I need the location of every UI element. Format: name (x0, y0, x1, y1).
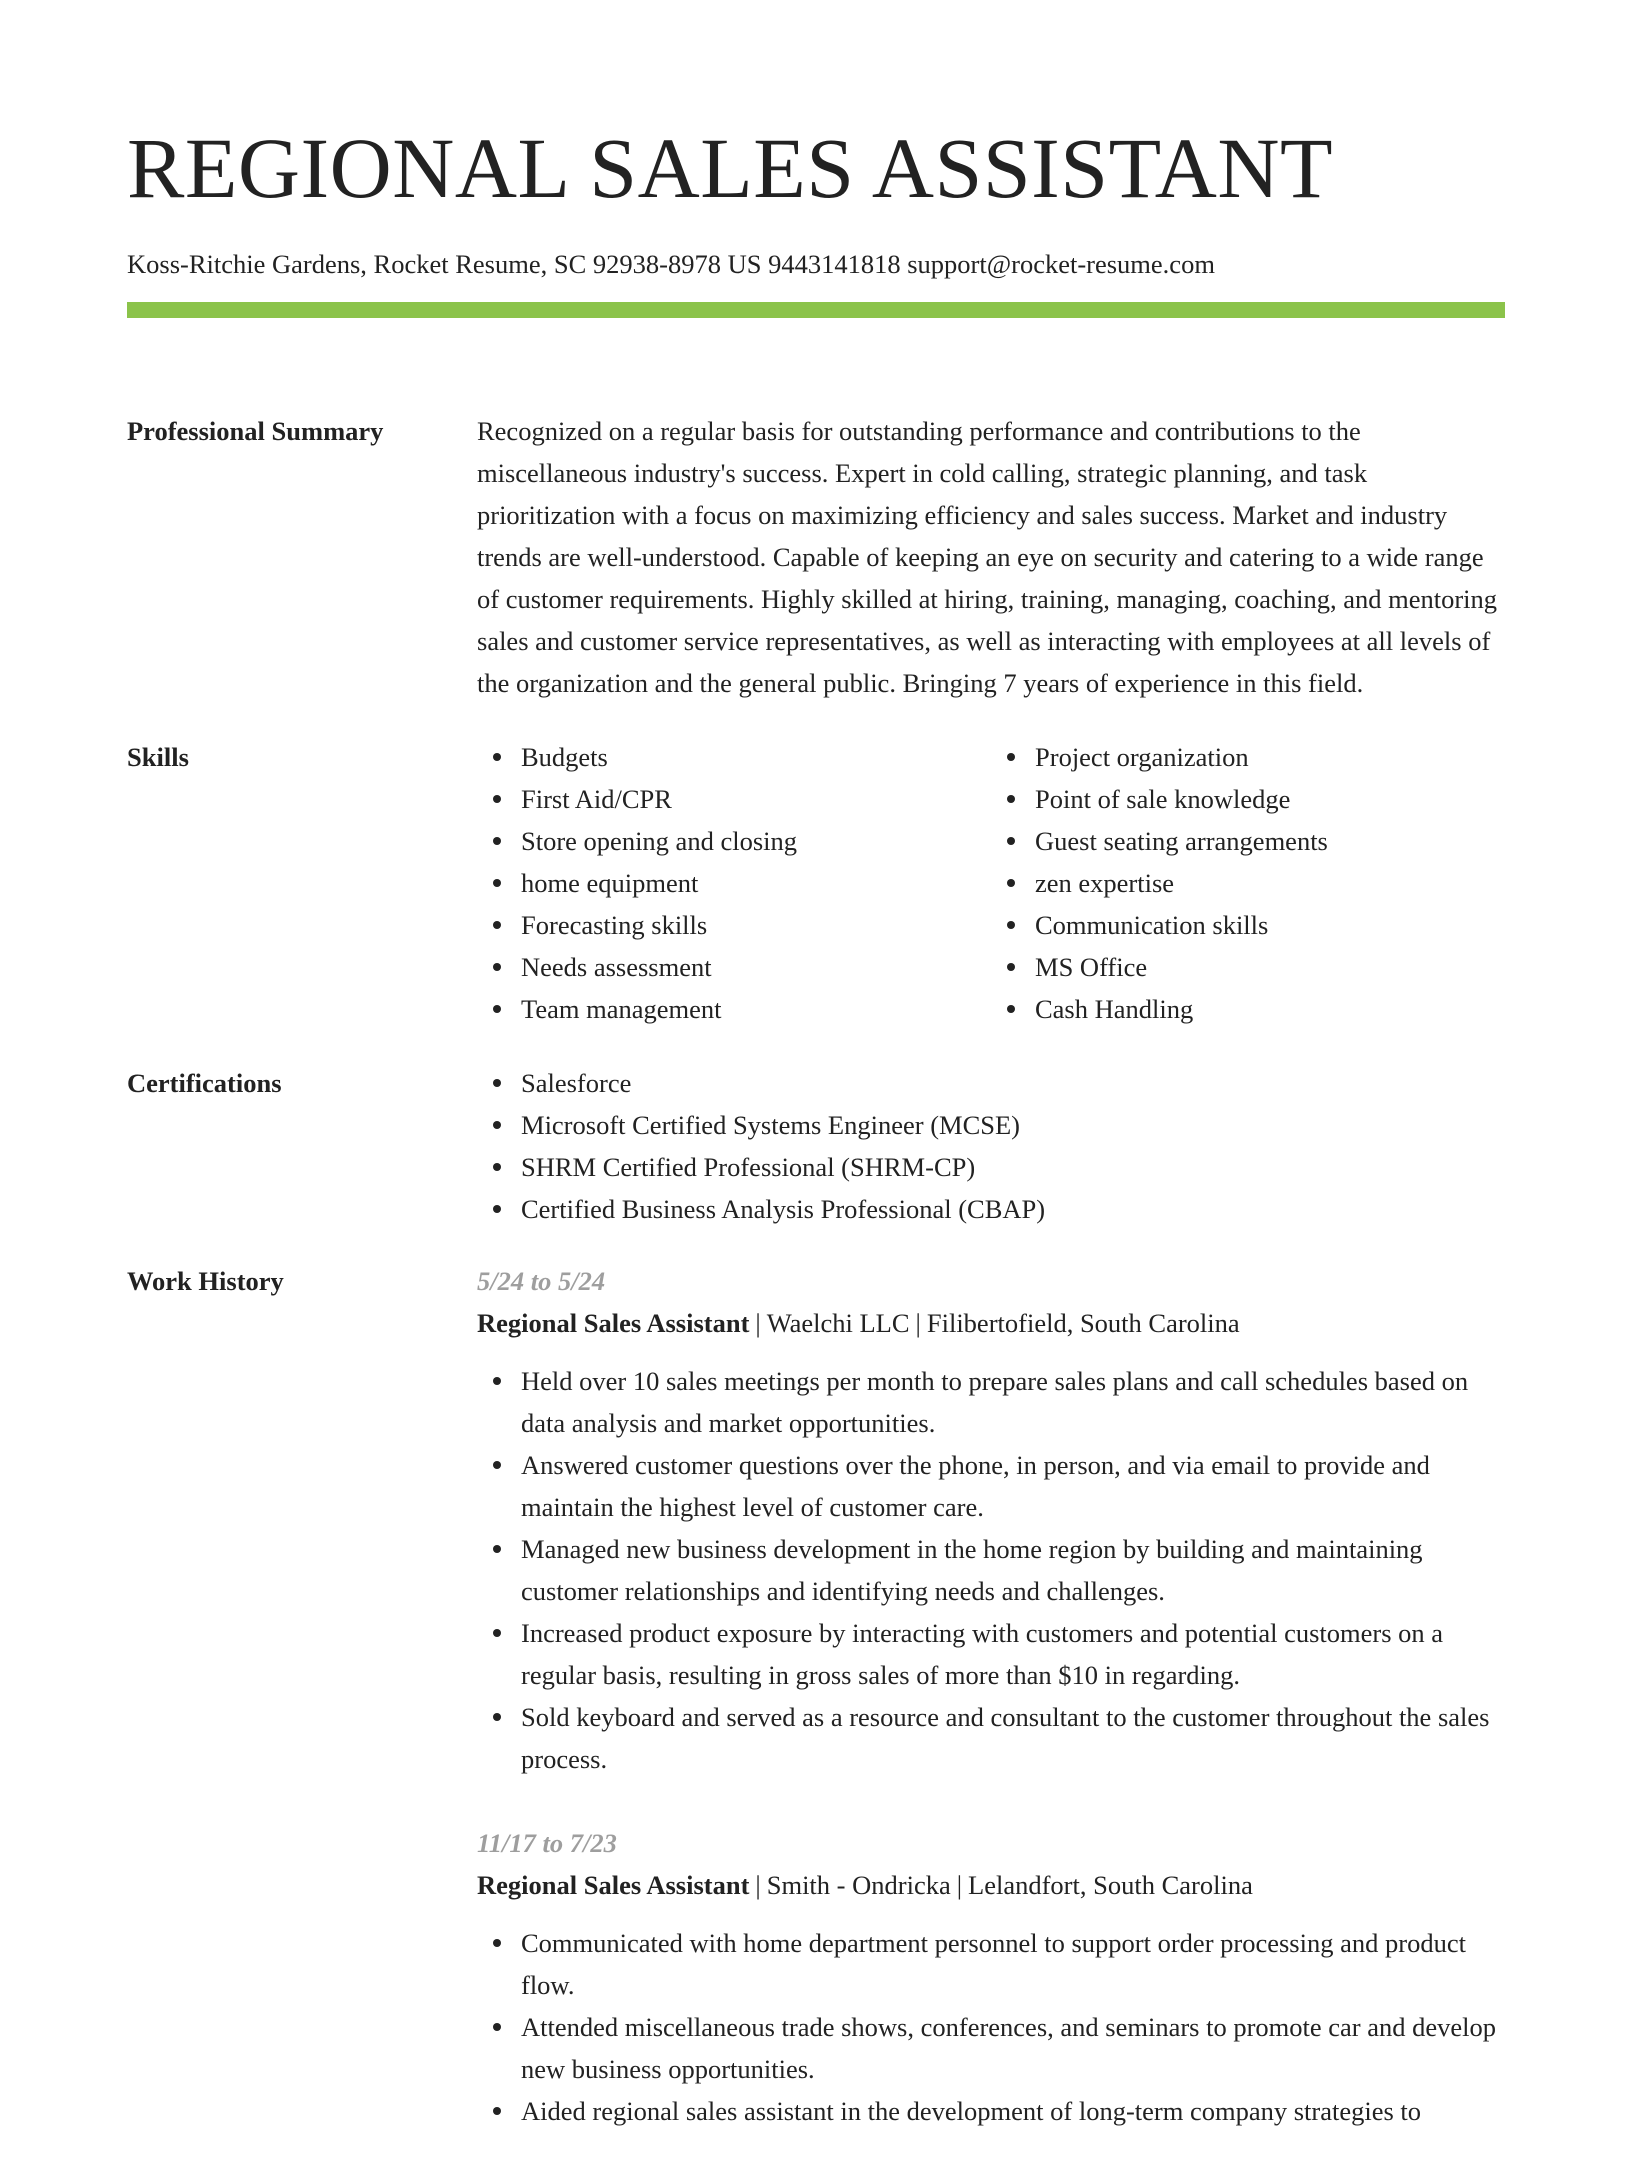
job-entry (477, 1260, 1505, 1780)
certification-item: SHRM Certified Professional (SHRM-CP) (521, 1146, 1505, 1188)
section-title-summary: Professional Summary (127, 416, 384, 446)
job-bullet: Sold keyboard and served as a resource and consultant to the customer throughout the sales process. (521, 1696, 1505, 1780)
skill-item: zen expertise (1035, 862, 1505, 904)
accent-divider (127, 302, 1505, 318)
job-title: Regional Sales Assistant (477, 1308, 750, 1338)
job-entry (477, 1822, 1505, 2132)
job-location: Filibertofield, South Carolina (926, 1308, 1240, 1338)
skill-item: Guest seating arrangements (1035, 820, 1505, 862)
skills-list-right (991, 736, 1505, 1030)
header-spacer (127, 318, 1505, 360)
skill-item: Forecasting skills (521, 904, 991, 946)
summary-text: Recognized on a regular basis for outstanding performance and contributions to the miscellaneous industry's success. Expert in cold calling, strategic planning, and task prioritization with a focus on maximizing efficiency and sales success. Market and industry trends are well-understood. Capable of keeping an eye on security and catering to a wide range of customer requirements. Highly skilled at hiring, training, managing, coaching, and mentoring sales and customer service representatives, as well as interacting with employees at all levels of the organization and the general public. Bringing 7 years of experience in this field. (477, 416, 1498, 698)
skills-grid (477, 736, 1505, 1030)
skill-item: Needs assessment (521, 946, 991, 988)
certification-item: Salesforce (521, 1062, 1505, 1104)
job-title: Regional Sales Assistant (477, 1870, 750, 1900)
contact-line: Koss-Ritchie Gardens, Rocket Resume, SC 92938-8978 US 9443141818 support@rocket-resume.com (127, 249, 1215, 279)
job-separator: | (755, 1308, 761, 1338)
job-location: Lelandfort, South Carolina (968, 1870, 1253, 1900)
skill-item: Team management (521, 988, 991, 1030)
job-bullet: Held over 10 sales meetings per month to prepare sales plans and call schedules based on data analysis and market opportunities. (521, 1360, 1505, 1444)
job-bullet: Increased product exposure by interacting with customers and potential customers on a regular basis, resulting in gross sales of more than $10 in regarding. (521, 1612, 1505, 1696)
job-bullet: Communicated with home department personnel to support order processing and product flow. (521, 1922, 1505, 2006)
job-bullet: Attended miscellaneous trade shows, conferences, and seminars to promote car and develop new business opportunities. (521, 2006, 1505, 2090)
skill-item: Point of sale knowledge (1035, 778, 1505, 820)
job-heading (477, 1864, 1505, 1906)
certifications-list (477, 1062, 1505, 1230)
job-separator: | (755, 1870, 761, 1900)
certification-item: Certified Business Analysis Professional (CBAP) (521, 1188, 1505, 1230)
job-bullet: Answered customer questions over the phone, in person, and via email to provide and maintain the highest level of customer care. (521, 1444, 1505, 1528)
section-body-work (477, 1260, 1505, 2174)
section-body-certifications (477, 1062, 1505, 1230)
job-company: Smith - Ondricka (766, 1870, 951, 1900)
certification-item: Microsoft Certified Systems Engineer (MCSE) (521, 1104, 1505, 1146)
skill-item: Cash Handling (1035, 988, 1505, 1030)
skill-item: Store opening and closing (521, 820, 991, 862)
section-title-work: Work History (127, 1266, 284, 1296)
job-bullet: Aided regional sales assistant in the development of long-term company strategies to (521, 2090, 1505, 2132)
skill-item: Project organization (1035, 736, 1505, 778)
skills-list-left (477, 736, 991, 1030)
skill-item: MS Office (1035, 946, 1505, 988)
job-bullet: Managed new business development in the home region by building and maintaining customer relationships and identifying needs and challenges. (521, 1528, 1505, 1612)
job-separator: | (915, 1308, 921, 1338)
skill-item: Budgets (521, 736, 991, 778)
section-title-certifications: Certifications (127, 1068, 282, 1098)
job-heading (477, 1302, 1505, 1344)
section-certifications (127, 1062, 1505, 1230)
skill-item: Communication skills (1035, 904, 1505, 946)
skill-item: First Aid/CPR (521, 778, 991, 820)
job-company: Waelchi LLC (766, 1308, 910, 1338)
section-skills (127, 736, 1505, 1030)
job-dates: 5/24 to 5/24 (477, 1266, 606, 1296)
job-bullets (477, 1360, 1505, 1780)
section-work-history (127, 1260, 1505, 2174)
job-bullets (477, 1922, 1505, 2132)
job-dates: 11/17 to 7/23 (477, 1828, 617, 1858)
job-separator: | (956, 1870, 963, 1900)
section-summary (127, 410, 1505, 704)
skill-item: home equipment (521, 862, 991, 904)
section-body-summary (477, 410, 1505, 704)
resume-name: REGIONAL SALES ASSISTANT (127, 120, 1334, 216)
section-title-skills: Skills (127, 742, 189, 772)
